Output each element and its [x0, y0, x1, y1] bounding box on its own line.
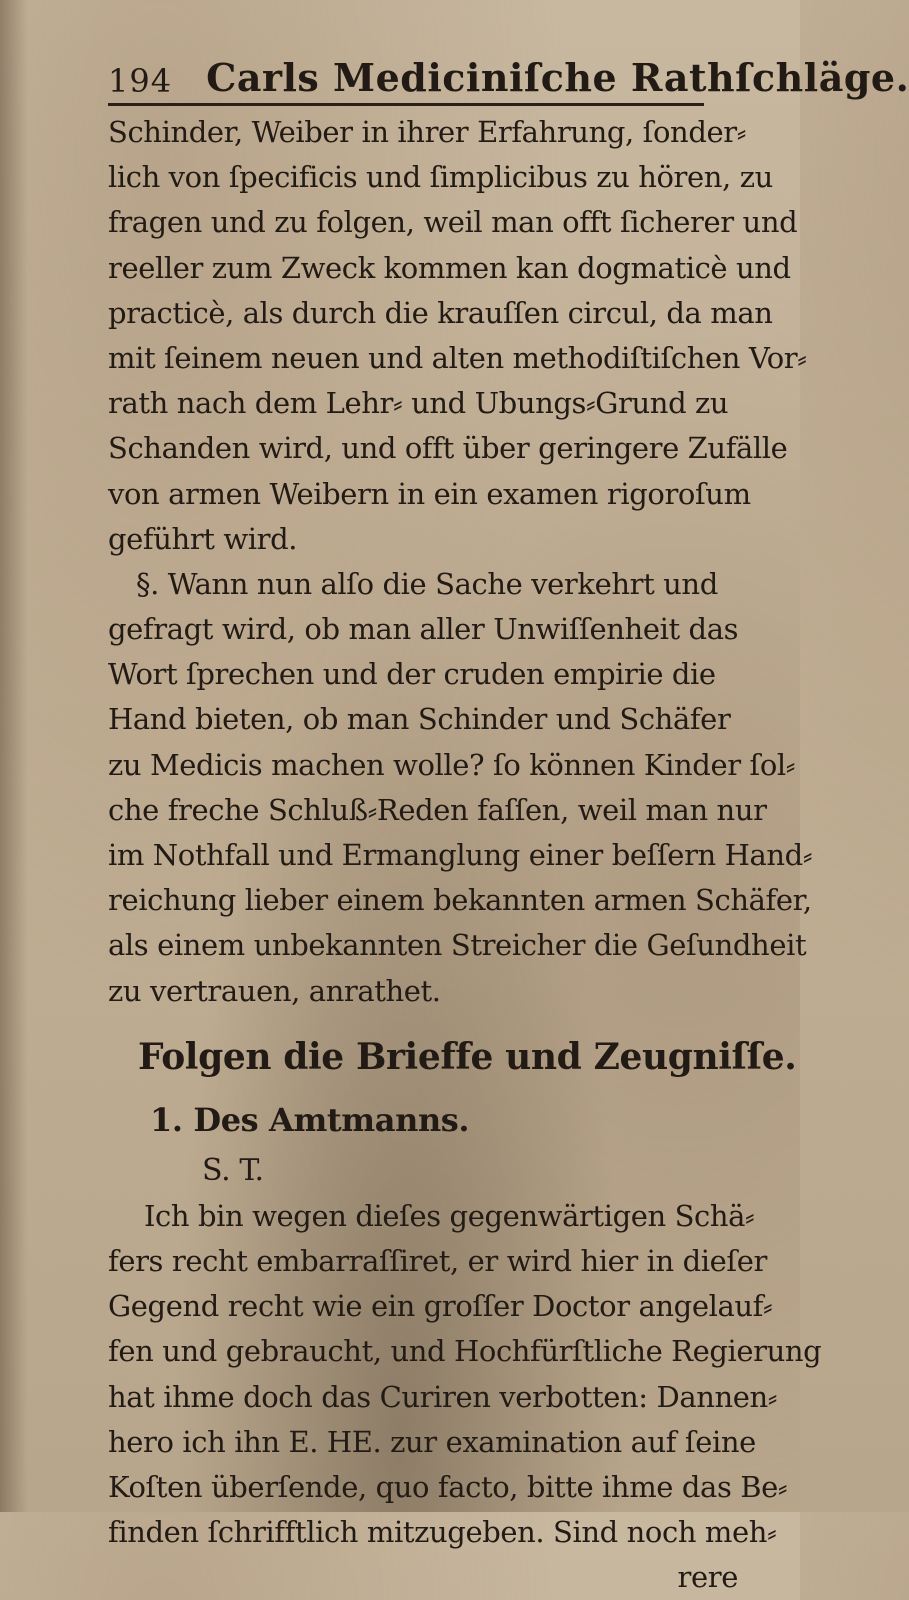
letter-line: fen und gebraucht, und Hochfürſtliche Regierung: [108, 1334, 822, 1369]
letter-line: Koſten überſende, quo facto, bitte ihme das Be⸗: [108, 1469, 788, 1504]
header-rule: [108, 103, 704, 106]
page-number: 194: [108, 62, 173, 100]
text-line: lich von ſpecificis und ſimplicibus zu hören, zu: [108, 160, 773, 195]
catchword: rere: [677, 1560, 738, 1595]
letter-line: Gegend recht wie ein groſſer Doctor angelauf⸗: [108, 1289, 773, 1324]
body-text: [108, 110, 822, 1600]
text-line: reichung lieber einem bekannten armen Schäfer,: [108, 883, 812, 918]
text-line: Wort ſprechen und der cruden empirie die: [108, 657, 716, 692]
text-line: reeller zum Zweck kommen kan dogmaticè und: [108, 250, 791, 285]
text-line: von armen Weibern in ein examen rigoroſum: [108, 476, 751, 511]
letter-line: finden ſchrifftlich mitzugeben. Sind noch meh⸗: [108, 1515, 777, 1550]
text-line: zu vertrauen, anrathet.: [108, 973, 441, 1008]
paragraph-start-line: §. Wann nun alſo die Sache verkehrt und: [136, 566, 718, 601]
letter-heading: 1. Des Amtmanns.: [150, 1100, 470, 1139]
text-line: fragen und zu folgen, weil man offt ſicherer und: [108, 205, 798, 240]
page-header: [108, 52, 909, 100]
letter-line: Ich bin wegen dieſes gegenwärtigen Schä⸗: [144, 1198, 755, 1233]
letter-line: fers recht embarraſſiret, er wird hier in dieſer: [108, 1243, 767, 1278]
letter-salutation: S. T.: [202, 1152, 264, 1188]
text-line: als einem unbekannten Streicher die Geſundheit: [108, 928, 807, 963]
text-line: Hand bieten, ob man Schinder und Schäfer: [108, 702, 731, 737]
letter-line: hero ich ihn E. HE. zur examination auf ſeine: [108, 1424, 756, 1459]
text-line: Schanden wird, und offt über geringere Zufälle: [108, 431, 788, 466]
text-line: mit ſeinem neuen und alten methodiſtiſchen Vor⸗: [108, 340, 807, 375]
text-line: zu Medicis machen wolle? ſo können Kinder ſol⸗: [108, 747, 796, 782]
text-line: practicè, als durch die krauſſen circul, da man: [108, 295, 773, 330]
text-line: im Nothfall und Ermanglung einer beſſern Hand⸗: [108, 838, 813, 872]
letter-line: hat ihme doch das Curiren verbotten: Dannen⸗: [108, 1379, 778, 1414]
text-line: Schinder, Weiber in ihrer Erfahrung, ſonder⸗: [108, 115, 746, 149]
section-heading: Folgen die Brieffe und Zeugniſſe.: [138, 1035, 797, 1078]
running-head: Carls Mediciniſche Rathſchläge.: [206, 55, 909, 100]
text-line: che freche Schluß⸗Reden faſſen, weil man nur: [108, 792, 767, 827]
text-line: gefragt wird, ob man aller Unwiſſenheit das: [108, 612, 739, 647]
text-line: rath nach dem Lehr⸗ und Ubungs⸗Grund zu: [108, 386, 729, 421]
text-line: geführt wird.: [108, 521, 298, 556]
